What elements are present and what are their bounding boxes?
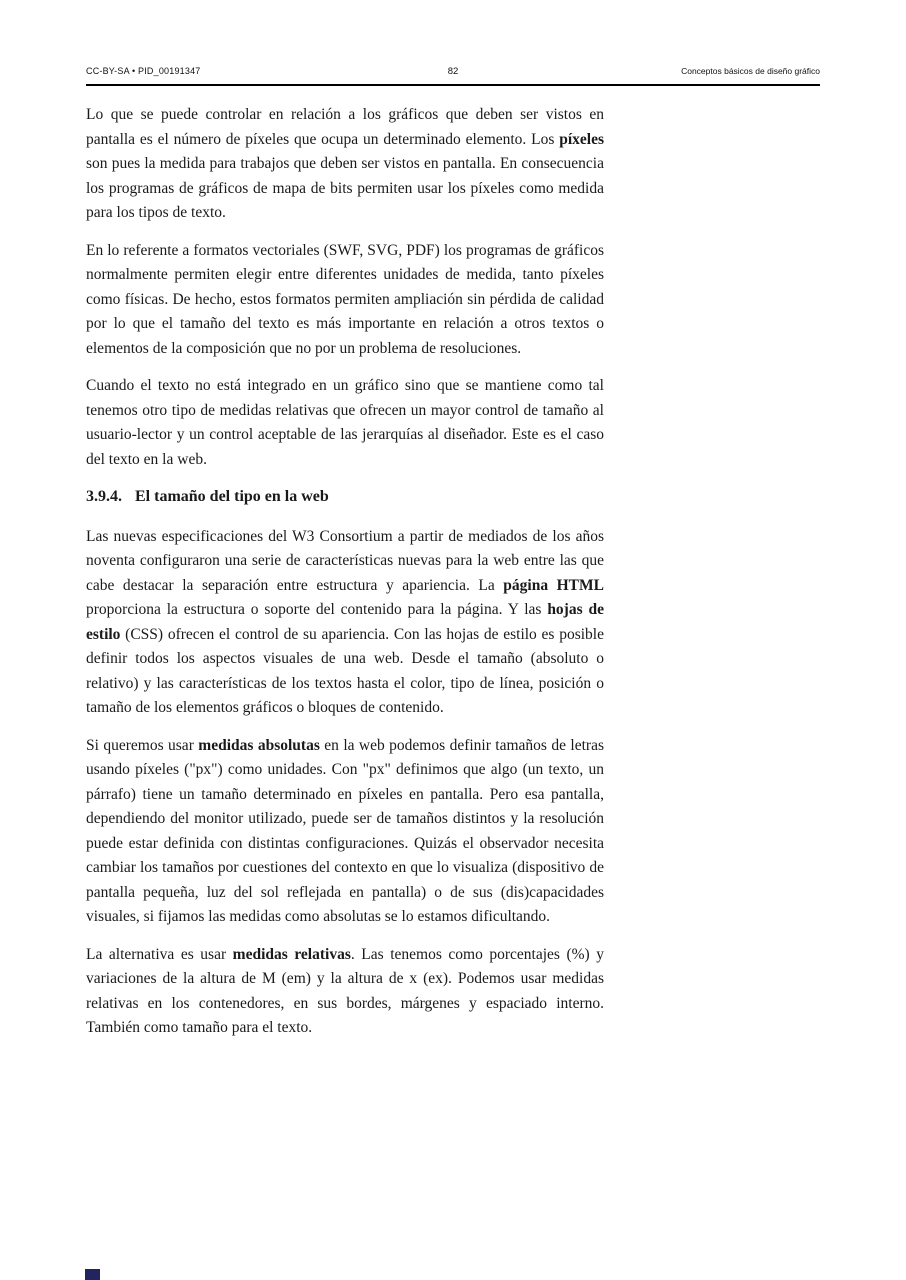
text-segment: medidas absolutas <box>198 736 320 754</box>
text-segment: hojas de estilo <box>86 601 604 643</box>
body-paragraph <box>86 239 604 362</box>
text-segment: La alternativa es usar <box>86 945 233 963</box>
text-segment: Cuando el texto no está integrado en un gráfico sino que se mantiene como tal tenemos otro tipo de medidas relativas que ofrecen un mayor control de tamaño al usuario-lector y un control aceptable de las jerarquías al diseñador. Este es el caso del texto en la web. <box>86 377 604 468</box>
text-segment: 3.9.4. <box>86 488 122 505</box>
header-rule <box>86 84 820 86</box>
body-paragraph <box>86 943 604 1041</box>
text-segment: página HTML <box>503 576 604 594</box>
text-segment: (CSS) ofrecen el control de su apariencia. Con las hojas de estilo es posible definir todos los aspectos visuales de una web. Desde el tamaño (absoluto o relativo) y las características de los textos hasta el color, tipo de línea, posición o tamaño de los elementos gráficos o bloques de contenido. <box>86 625 604 716</box>
text-segment: son pues la medida para trabajos que deben ser vistos en pantalla. En consecuencia los programas de gráficos de mapa de bits permiten usar los píxeles como medida para los tipos de texto. <box>86 155 604 221</box>
text-segment: en la web podemos definir tamaños de letras usando píxeles ("px") como unidades. Con "px" definimos que algo (un texto, un párrafo) tiene un tamaño determinado en píxeles en pantalla. Pero esa pantalla, dependiendo del monitor utilizado, puede ser de tamaños distintos y la resolución puede estar definida con distintas configuraciones. Quizás el observador necesita cambiar los tamaños por cuestiones del contexto en que lo visualiza (dispositivo de pantalla pequeña, luz del sol reflejada en pantalla) o de sus (dis)capacidades visuales, si fijamos las medidas como absolutas se lo estamos dificultando. <box>86 736 604 925</box>
body-paragraph <box>86 525 604 721</box>
section-heading <box>86 485 604 510</box>
page-number: 82 <box>447 66 459 77</box>
body-paragraph <box>86 734 604 930</box>
text-segment: En lo referente a formatos vectoriales (SWF, SVG, PDF) los programas de gráficos normalmente permiten elegir entre diferentes unidades de medida, tanto píxeles como físicas. De hecho, estos formatos permiten ampliación sin pérdida de calidad por lo que el tamaño del texto es más importante en relación a otros textos o elementos de la composición que no por un problema de resoluciones. <box>86 241 604 357</box>
text-segment: . Las tenemos como porcentajes (%) y variaciones de la altura de M (em) y la altura de x (ex). Podemos usar medidas relativas en los contenedores, en sus bordes, márgenes y espaciado interno. También como tamaño para el texto. <box>86 945 605 1036</box>
text-segment: píxeles <box>559 130 604 148</box>
page-header <box>86 66 820 77</box>
text-segment: El tamaño del tipo en la web <box>135 488 329 505</box>
body-paragraph <box>86 103 604 226</box>
text-segment: proporciona la estructura o soporte del contenido para la página. Y las <box>86 601 548 618</box>
body-paragraph <box>86 374 604 472</box>
header-document-title: Conceptos básicos de diseño gráfico <box>681 66 821 76</box>
text-segment: Lo que se puede controlar en relación a los gráficos que deben ser vistos en pantalla es el número de píxeles que ocupa un determinado elemento. Los <box>86 106 604 148</box>
text-segment: medidas relativas <box>232 945 351 963</box>
text-segment: Si queremos usar <box>86 736 199 754</box>
bottom-corner-mark <box>85 1269 100 1280</box>
page-body <box>86 103 604 1054</box>
header-license-id: CC-BY-SA • PID_00191347 <box>86 66 201 76</box>
text-segment: Las nuevas especificaciones del W3 Consortium a partir de mediados de los años noventa configuraron una serie de características nuevas para la web entre las que cabe destacar la separación entre estructura y apariencia. La <box>86 527 604 594</box>
